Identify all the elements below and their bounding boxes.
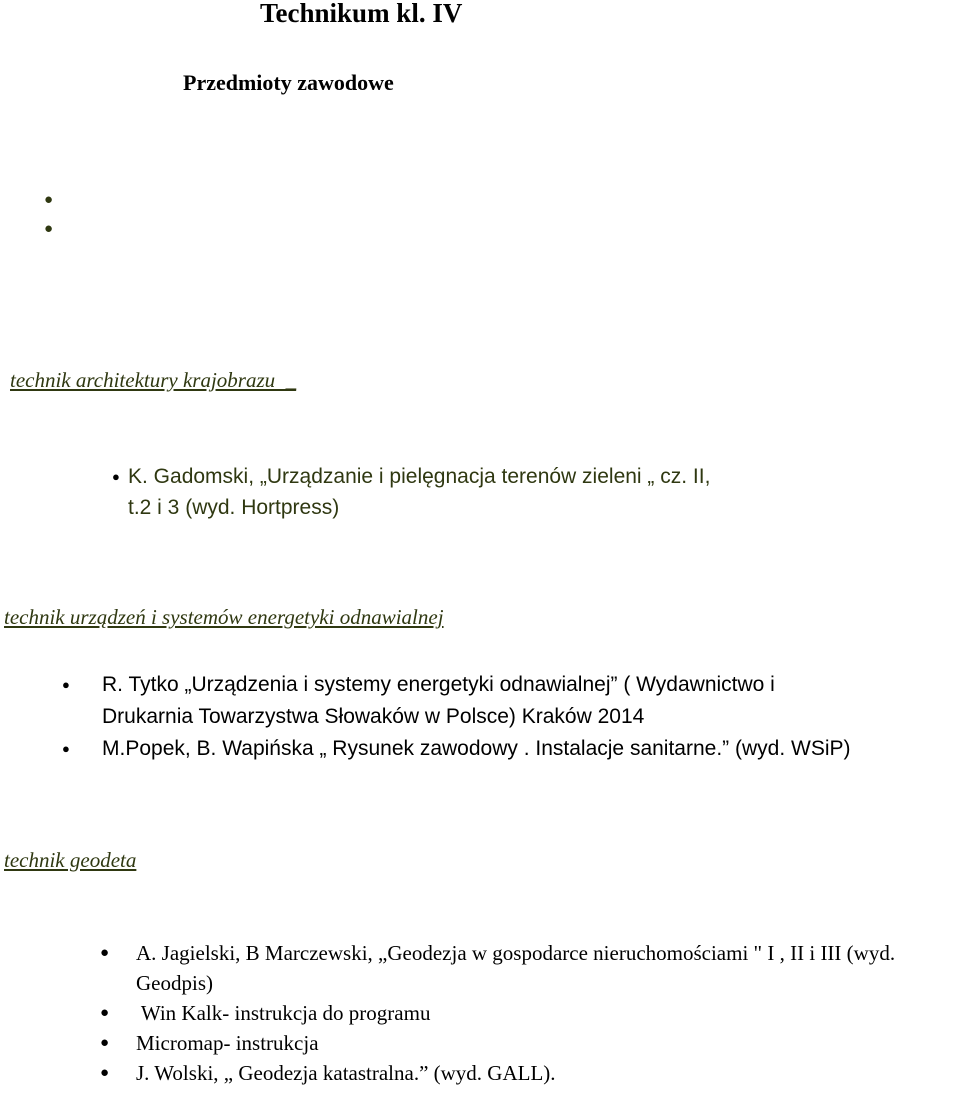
page-subtitle: Przedmioty zawodowe — [183, 70, 394, 95]
list-krajobraz — [112, 461, 868, 523]
bullet-icon: ● — [62, 677, 70, 692]
list-item: ● J. Wolski, „ Geodezja katastralna.” (wyd. GALL). — [136, 1058, 916, 1088]
list-item: ● Micromap- instrukcja — [136, 1028, 916, 1058]
list-item: ● A. Jagielski, B Marczewski, „Geodezja w gospodarce nieruchomościami " I , II i III (wyd. Geodpis) — [136, 938, 916, 998]
bullet-icon: ● — [62, 741, 70, 756]
section-heading-krajobraz: technik architektury krajobrazu _ — [10, 368, 297, 392]
bullet-icon: ● — [44, 192, 54, 208]
bullet-icon: ● — [100, 1005, 110, 1021]
list-energetyka — [62, 669, 960, 765]
list-item: ● K. Gadomski, „Urządzanie i pielęgnacja terenów zieleni „ cz. II, t.2 i 3 (wyd. Hortpress) — [128, 461, 738, 523]
bullet-icon: ● — [100, 1065, 110, 1081]
list-item: ● M.Popek, B. Wapińska „ Rysunek zawodowy . Instalacje sanitarne.” (wyd. WSiP) — [102, 733, 960, 765]
page-title: Technikum kl. IV — [260, 0, 463, 28]
list-item: ● R. Tytko „Urządzenia i systemy energetyki odnawialnej” ( Wydawnictwo i Drukarnia Towarzystwa Słowaków w Polsce) Kraków 2014 — [102, 669, 862, 733]
section-heading-geodeta: technik geodeta — [4, 848, 137, 872]
list-item: ● Win Kalk- instrukcja do programu — [136, 998, 916, 1028]
bullet-icon: ● — [44, 221, 54, 237]
list-item — [44, 186, 860, 215]
bullet-icon: ● — [112, 469, 120, 484]
bullet-icon: ● — [100, 1035, 110, 1051]
bullet-icon: ● — [100, 945, 110, 961]
section-heading-energetyka: technik urządzeń i systemów energetyki odnawialnej — [4, 605, 444, 629]
list-budownictwa — [44, 186, 860, 237]
list-geodeta — [100, 938, 916, 1088]
